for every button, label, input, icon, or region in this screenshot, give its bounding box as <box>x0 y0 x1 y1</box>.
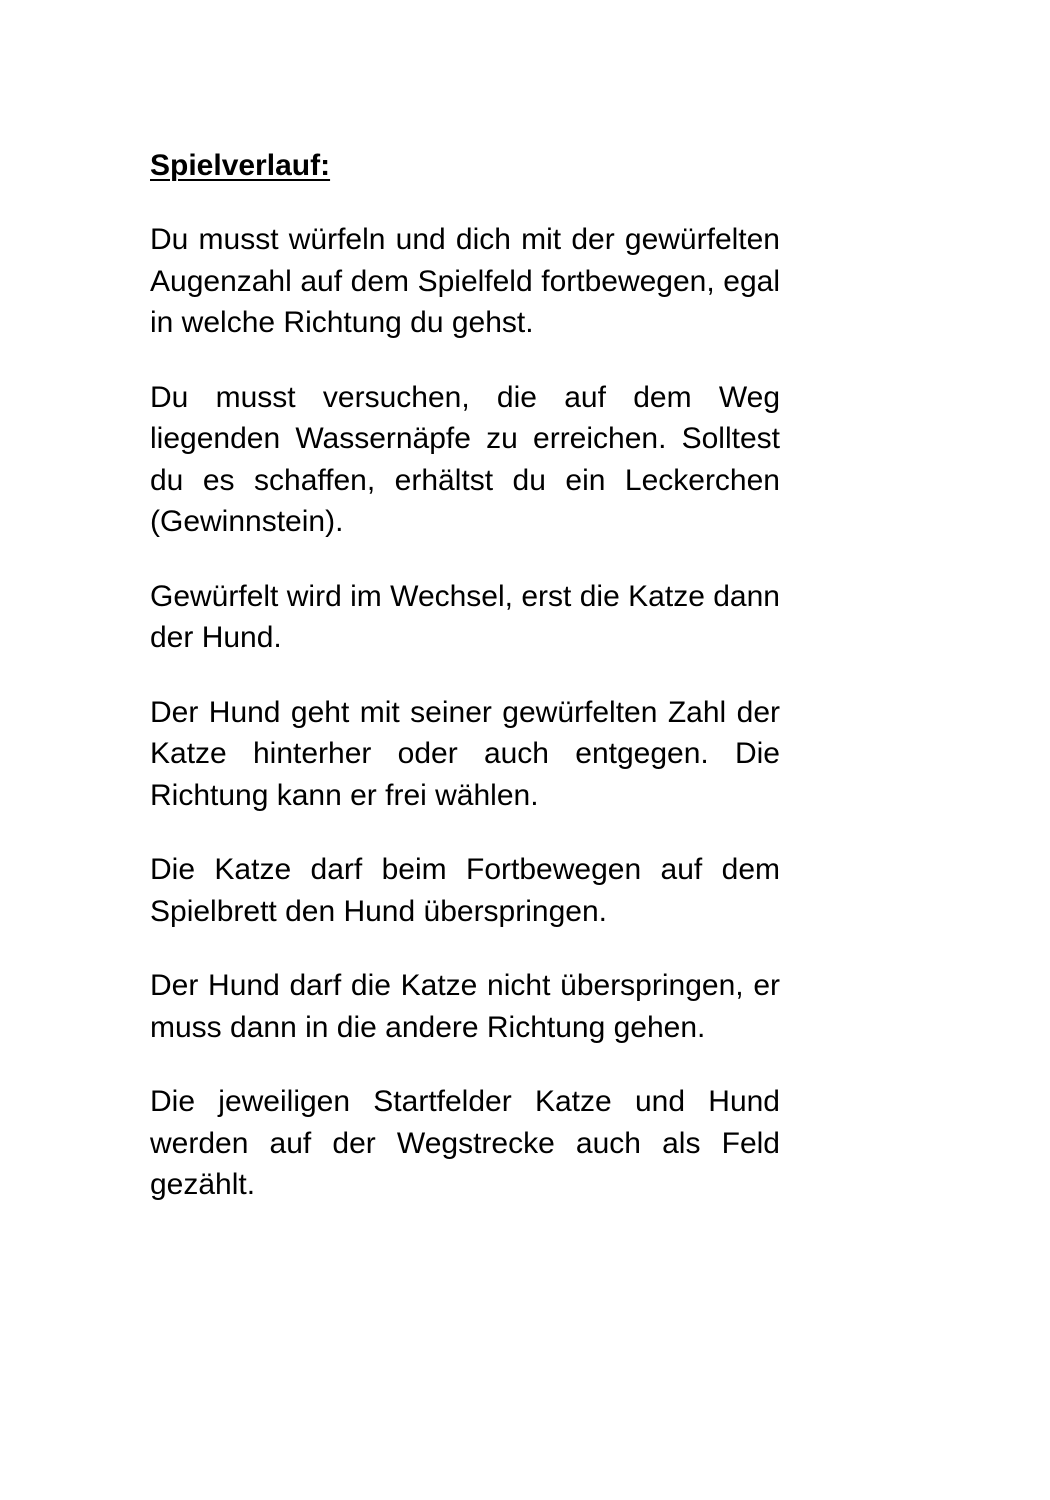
paragraph-1: Du musst würfeln und dich mit der gewürfelten Augenzahl auf dem Spielfeld fortbewegen, egal in welche Richtung du gehst. <box>150 223 780 339</box>
page-heading: Spielverlauf: <box>150 149 331 182</box>
paragraph-5: Die Katze darf beim Fortbewegen auf dem Spielbrett den Hund überspringen. <box>150 853 780 928</box>
paragraph-4: Der Hund geht mit seiner gewürfelten Zahl der Katze hinterher oder auch entgegen. Die Richtung kann er frei wählen. <box>150 695 780 812</box>
paragraph-3: Gewürfelt wird im Wechsel, erst die Katze dann der Hund. <box>150 579 780 654</box>
document-page <box>150 145 780 1239</box>
paragraph-7: Die jeweiligen Startfelder Katze und Hund werden auf der Wegstrecke auch als Feld gezählt. <box>150 1085 780 1201</box>
paragraph-2: Du musst versuchen, die auf dem Weg liegenden Wassernäpfe zu erreichen. Solltest du es schaffen, erhältst du ein Leckerchen (Gewinnstein). <box>150 380 780 538</box>
paragraph-6: Der Hund darf die Katze nicht überspringen, er muss dann in die andere Richtung gehen. <box>150 969 780 1044</box>
